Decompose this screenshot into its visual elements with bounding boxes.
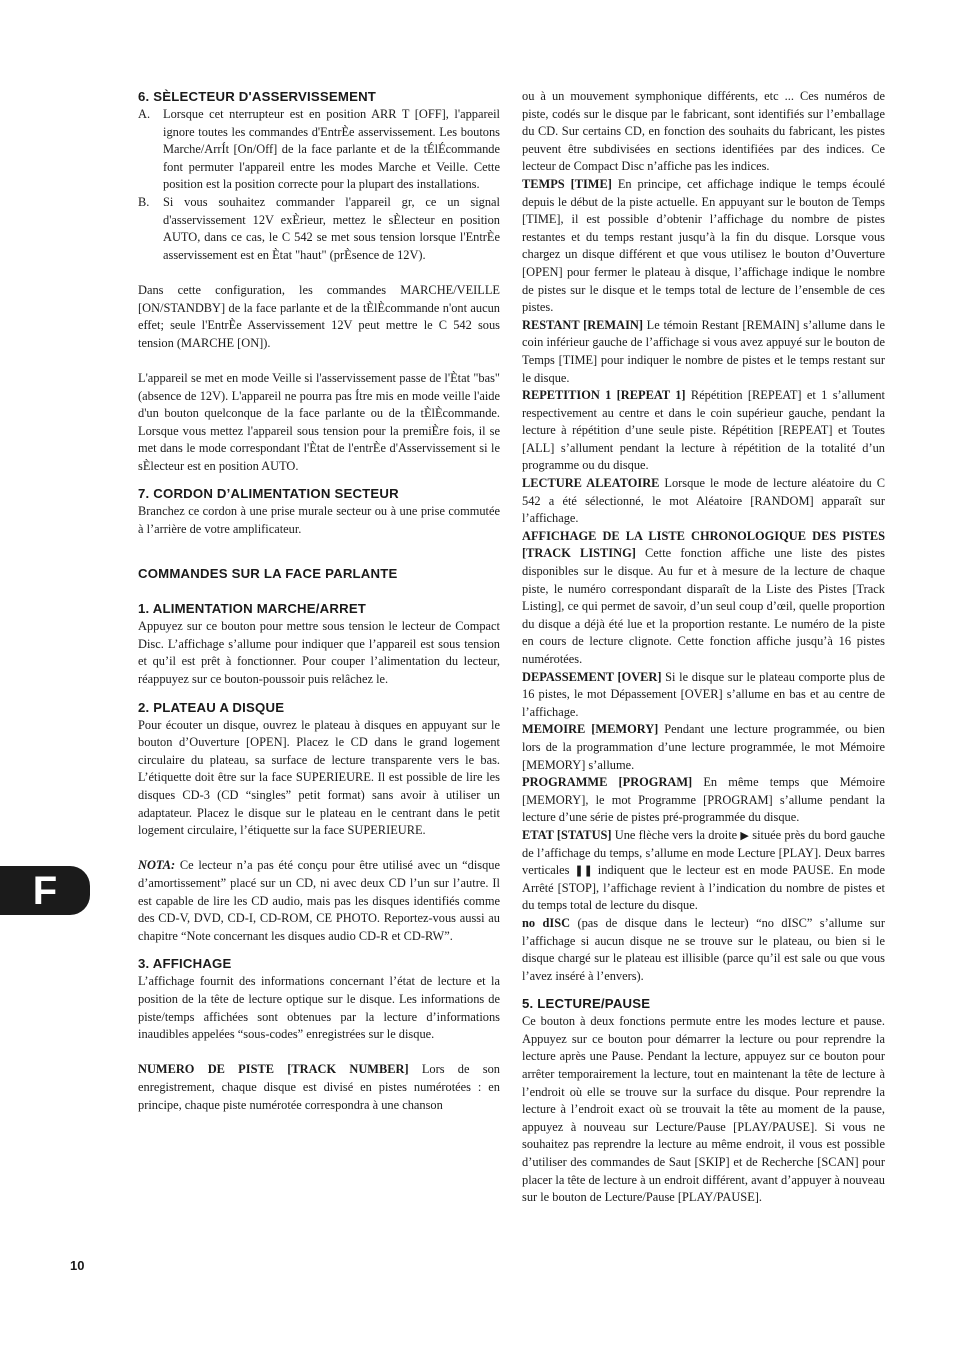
memory-text: Pendant une lecture programmée, ou bien lors de la programmation d’une lecture programmée, le mot Mémoire [MEMORY] s’allume.: [522, 722, 885, 772]
command-3-paragraph: L’affichage fournit des informations concernant l’état de lecture et la position de la tête de lecture optique sur le disque. Les informations de piste/temps affichées sont obtenues par la lecture d’informations inaudibles appelées “sous-codes” enregistrées sur le disque.: [138, 974, 500, 1042]
track-number-paragraph: [138, 1061, 500, 1114]
section-6-heading: 6. SÈLECTEUR D'ASSERVISSEMENT: [138, 89, 377, 104]
status-text-3: indiquent que le lecteur est en mode PAUSE. En mode Arrêté [STOP], l’affichage revient à l’indication du nombre de pistes et du temps total de lecture du disque.: [522, 863, 885, 913]
repeat-label: REPETITION 1 [REPEAT 1]: [522, 388, 686, 403]
program-text: En même temps que Mémoire [MEMORY], le mot Programme [PROGRAM] s’allume pendant la lecture d’une série de pistes pré-programmée du disque.: [522, 775, 886, 825]
play-arrow-icon: ▶: [740, 828, 750, 842]
status-text-2: située près du bord gauche de l’affichage du temps, s’allume en mode Lecture [PLAY]. Deux barres verticales: [522, 827, 885, 878]
list-item-b: [138, 194, 500, 264]
no-disc-label: no dISC: [522, 915, 571, 930]
list-item-a: [138, 106, 500, 194]
program-paragraph: [522, 774, 885, 827]
command-1-paragraph: Appuyez sur ce bouton pour mettre sous tension le lecteur de Compact Disc. L’affichage s’allume pour indiquer que l’appareil est sous tension et qu’il est prêt à fonctionner. Pour couper l’alimentation du lecteur, réappuyez sur ce bouton-poussoir puis relâchez le.: [138, 619, 500, 687]
language-tab-letter: F: [32, 868, 58, 913]
track-number-continued: ou à un mouvement symphonique différents, etc ... Ces numéros de piste, codés sur le disque par le fabricant, sont identifiés sur l’emballage du CD. Sur certains CD, en fonction des souhaits du fabricant, les pistes peuvent être subdivisées en sections identifiées par des indices. Ce lecteur de Compact Disc n’affiche pas les indices.: [522, 89, 885, 174]
remain-paragraph: [522, 317, 885, 387]
command-2-paragraph: Pour écouter un disque, ouvrez le plateau à disques en appuyant sur le bouton d’Ouverture [OPEN]. Placez le CD dans le grand logement circulaire du plateau, sa surface de lecture transparente vers le bas. L’étiquette doit être sur la face SUPERIEURE. Il est possible de lire les disques CD-3 (CD “singles” petit format) sans avoir à utiliser un adaptateur. Placez le disque sur le plateau en le centrant dans le petit logement circulaire, l’étiquette sur la face SUPERIEURE.: [138, 717, 500, 838]
list-label-a: A.: [138, 107, 151, 121]
status-label: ETAT [STATUS]: [522, 827, 612, 842]
track-listing-label: AFFICHAGE DE LA LISTE CHRONOLOGIQUE DES PISTES [TRACK LISTING]: [522, 528, 885, 561]
track-number-label: NUMERO DE PISTE [TRACK NUMBER]: [138, 1062, 409, 1077]
time-text: En principe, cet affichage indique le temps écoulé depuis le début de la piste actuelle. En appuyant sur le bouton de Temps [TIME], il est possible d’obtenir l’affichage du nombre de pistes restantes et du temps restant jusqu’à la fin du disque. Lorsque vous chargez un disque différent et que vous utilisez le bouton d’Ouverture [OPEN] pour fermer le plateau à disque, l’affichage indique le nombre de pistes sur le disque et le temps total de lecture de l’ensemble de ces pistes.: [522, 176, 885, 315]
list-text-a: Lorsque cet nterrupteur est en position ARR T [OFF], l'appareil ignore toutes les commandes d'EntrÈe asservissement. Les boutons Marche/ArrÍt [On/Off] de la face parlante et de la tÉlÉcommande font permuter l'appareil entre les modes Marche et Veille. Cette position est la position correcte pour la plupart des installations.: [163, 107, 500, 192]
track-listing-paragraph: [522, 528, 885, 669]
language-tab: [0, 866, 90, 915]
nota-paragraph: [138, 857, 500, 945]
repeat-paragraph: [522, 387, 885, 475]
status-paragraph: [522, 827, 885, 915]
track-listing-text: Cette fonction affiche une liste des pistes disponibles sur le disque. Au fur et à mesure de la lecture de chaque piste, le numéro correspondant disparaît de la Liste des Pistes [Track Listing], ce qui permet de savoir, d’un seul coup d’œil, quelle proportion du disque a déjà été lue et la proportion restante. Le numéro de la piste en cours de lecture clignote. Cette fonction affiche jusqu’à 16 pistes numérotées.: [522, 546, 886, 666]
random-paragraph: [522, 475, 885, 528]
section-5-heading: 5. LECTURE/PAUSE: [522, 996, 651, 1012]
section-5-paragraph: Ce bouton à deux fonctions permute entre les modes lecture et pause. Appuyez sur ce bouton pour démarrer la lecture ou pour reprendre la lecture après une Pause. Pendant la lecture, appuyez sur ce bouton pour arrêter temporairement la lecture, tout en maintenant la tête de lecture à l’endroit où elle se trouve sur la surface du disque. Pour reprendre la lecture à l’endroit exact où se trouvait la tête au moment de la pause, appuyez à nouveau sur Lecture/Pause [PLAY/PAUSE]. Si vous ne souhaitez pas reprendre la lecture au même endroit, il vous est possible d’utiliser des commandes de Saut [SKIP] et de Recherche [SCAN] pour placer la tête de lecture à un endroit différent, avant d’appuyer à nouveau sur le bouton de Lecture/Pause [PLAY/PAUSE].: [522, 1014, 885, 1205]
over-text: Si le disque sur le plateau comporte plus de 16 pistes, le mot Dépassement [OVER] s’allume en bas et au centre de l’affichage.: [522, 669, 885, 719]
pause-bars-icon: ❚❚: [574, 864, 593, 878]
section-7-heading: 7. CORDON D’ALIMENTATION SECTEUR: [138, 486, 399, 502]
nota-label: NOTA:: [138, 858, 176, 873]
memory-paragraph: [522, 721, 885, 774]
track-number-text: Lors de son enregistrement, chaque disque est divisé en pistes numérotées : en principe, chaque piste numérotée correspondra à une chanson: [138, 1062, 500, 1112]
random-text: Lorsque le mode de lecture aléatoire du C 542 a été sélectionné, le mot Aléatoire [RANDOM] apparaît sur l’affichage.: [522, 476, 885, 526]
random-label: LECTURE ALEATOIRE: [522, 476, 660, 491]
left-column: [138, 88, 500, 1114]
command-1-heading: 1. ALIMENTATION MARCHE/ARRET: [138, 601, 367, 617]
memory-label: MEMOIRE [MEMORY]: [522, 722, 659, 737]
status-text-1: Une flèche vers la droite: [611, 827, 741, 842]
over-label: DEPASSEMENT [OVER]: [522, 669, 662, 684]
section-6-paragraph-2: L'appareil se met en mode Veille si l'asservissement passe de l'Ètat "bas" (absence de 12V). L'appareil ne pourra pas Ítre mis en mode veille l'aide d'un bouton quelconque de la face parlante ou de la tÈlÈcommande. Lorsque vous mettez l'appareil sous tension pour la premiÈre fois, il se met dans le mode correspondant l'Ètat de l'entrÈe d'Asservissement si le sÈlecteur est en position AUTO.: [138, 370, 500, 473]
commands-heading: COMMANDES SUR LA FACE PARLANTE: [138, 565, 398, 581]
time-paragraph: [522, 176, 885, 317]
section-7-paragraph: Branchez ce cordon à une prise murale secteur ou à une prise commutée à l’arrière de votre amplificateur.: [138, 504, 500, 537]
section-6-paragraph-1: Dans cette configuration, les commandes MARCHE/VEILLE [ON/STANDBY] de la face parlante et de la tÈlÈcommande n'ont aucun effet; seule l'EntrÈe Asservissement 12V peut mettre le C 542 sous tension (MARCHE [ON]).: [138, 282, 500, 350]
no-disc-paragraph: [522, 915, 885, 985]
remain-text: Le témoin Restant [REMAIN] s’allume dans le coin inférieur gauche de l’affichage si vous avez appuyé sur le bouton de Temps [TIME] pour indiquer le nombre de pistes et le temps restant sur le disque.: [522, 317, 885, 385]
time-label: TEMPS [TIME]: [522, 176, 612, 191]
nota-text: Ce lecteur n’a pas été conçu pour être utilisé avec un “disque d’amortissement” placé sur un CD, ni avec deux CD l’un sur l’autre. Il est capable de lire les CD audio, mais pas les disques identifiés comme des CD-V, DVD, CD-I, CD-ROM, CE PHOTO. Reportez-vous aussi au chapitre “Note concernant les disques audio CD-R et CD-RW”.: [138, 858, 500, 943]
program-label: PROGRAMME [PROGRAM]: [522, 775, 693, 790]
remain-label: RESTANT [REMAIN]: [522, 317, 643, 332]
page-number: 10: [70, 1258, 85, 1273]
list-text-b: Si vous souhaitez commander l'appareil gr, ce un signal d'asservissement 12V exÈrieur, mettez le sÈlecteur en position AUTO, dans ce cas, le C 542 se met sous tension lorsque l'EntrÈe asservissement est en Ètat "haut" (prÈsence de 12V).: [163, 194, 500, 262]
command-3-heading: 3. AFFICHAGE: [138, 956, 232, 972]
command-2-heading: 2. PLATEAU A DISQUE: [138, 699, 285, 715]
over-paragraph: [522, 669, 885, 722]
right-column: [522, 88, 885, 1207]
list-label-b: B.: [138, 194, 150, 209]
repeat-text: Répétition [REPEAT] et 1 s’allument respectivement au centre et dans le coin supérieur gauche, pendant la lecture à répétition d’une seule piste. Répétition [REPEAT] et Toutes [ALL] s’allument pendant la lecture à répétition de la totalité d’un programme ou du disque.: [522, 388, 885, 473]
no-disc-text: (pas de disque dans le lecteur) “no dISC” s’allume sur l’affichage si aucun disque ne se trouve sur le plateau, ou bien si le disque chargé sur le plateau est illisible (parce qu’il est sale ou que vous l’avez inséré à l’envers).: [522, 915, 885, 983]
